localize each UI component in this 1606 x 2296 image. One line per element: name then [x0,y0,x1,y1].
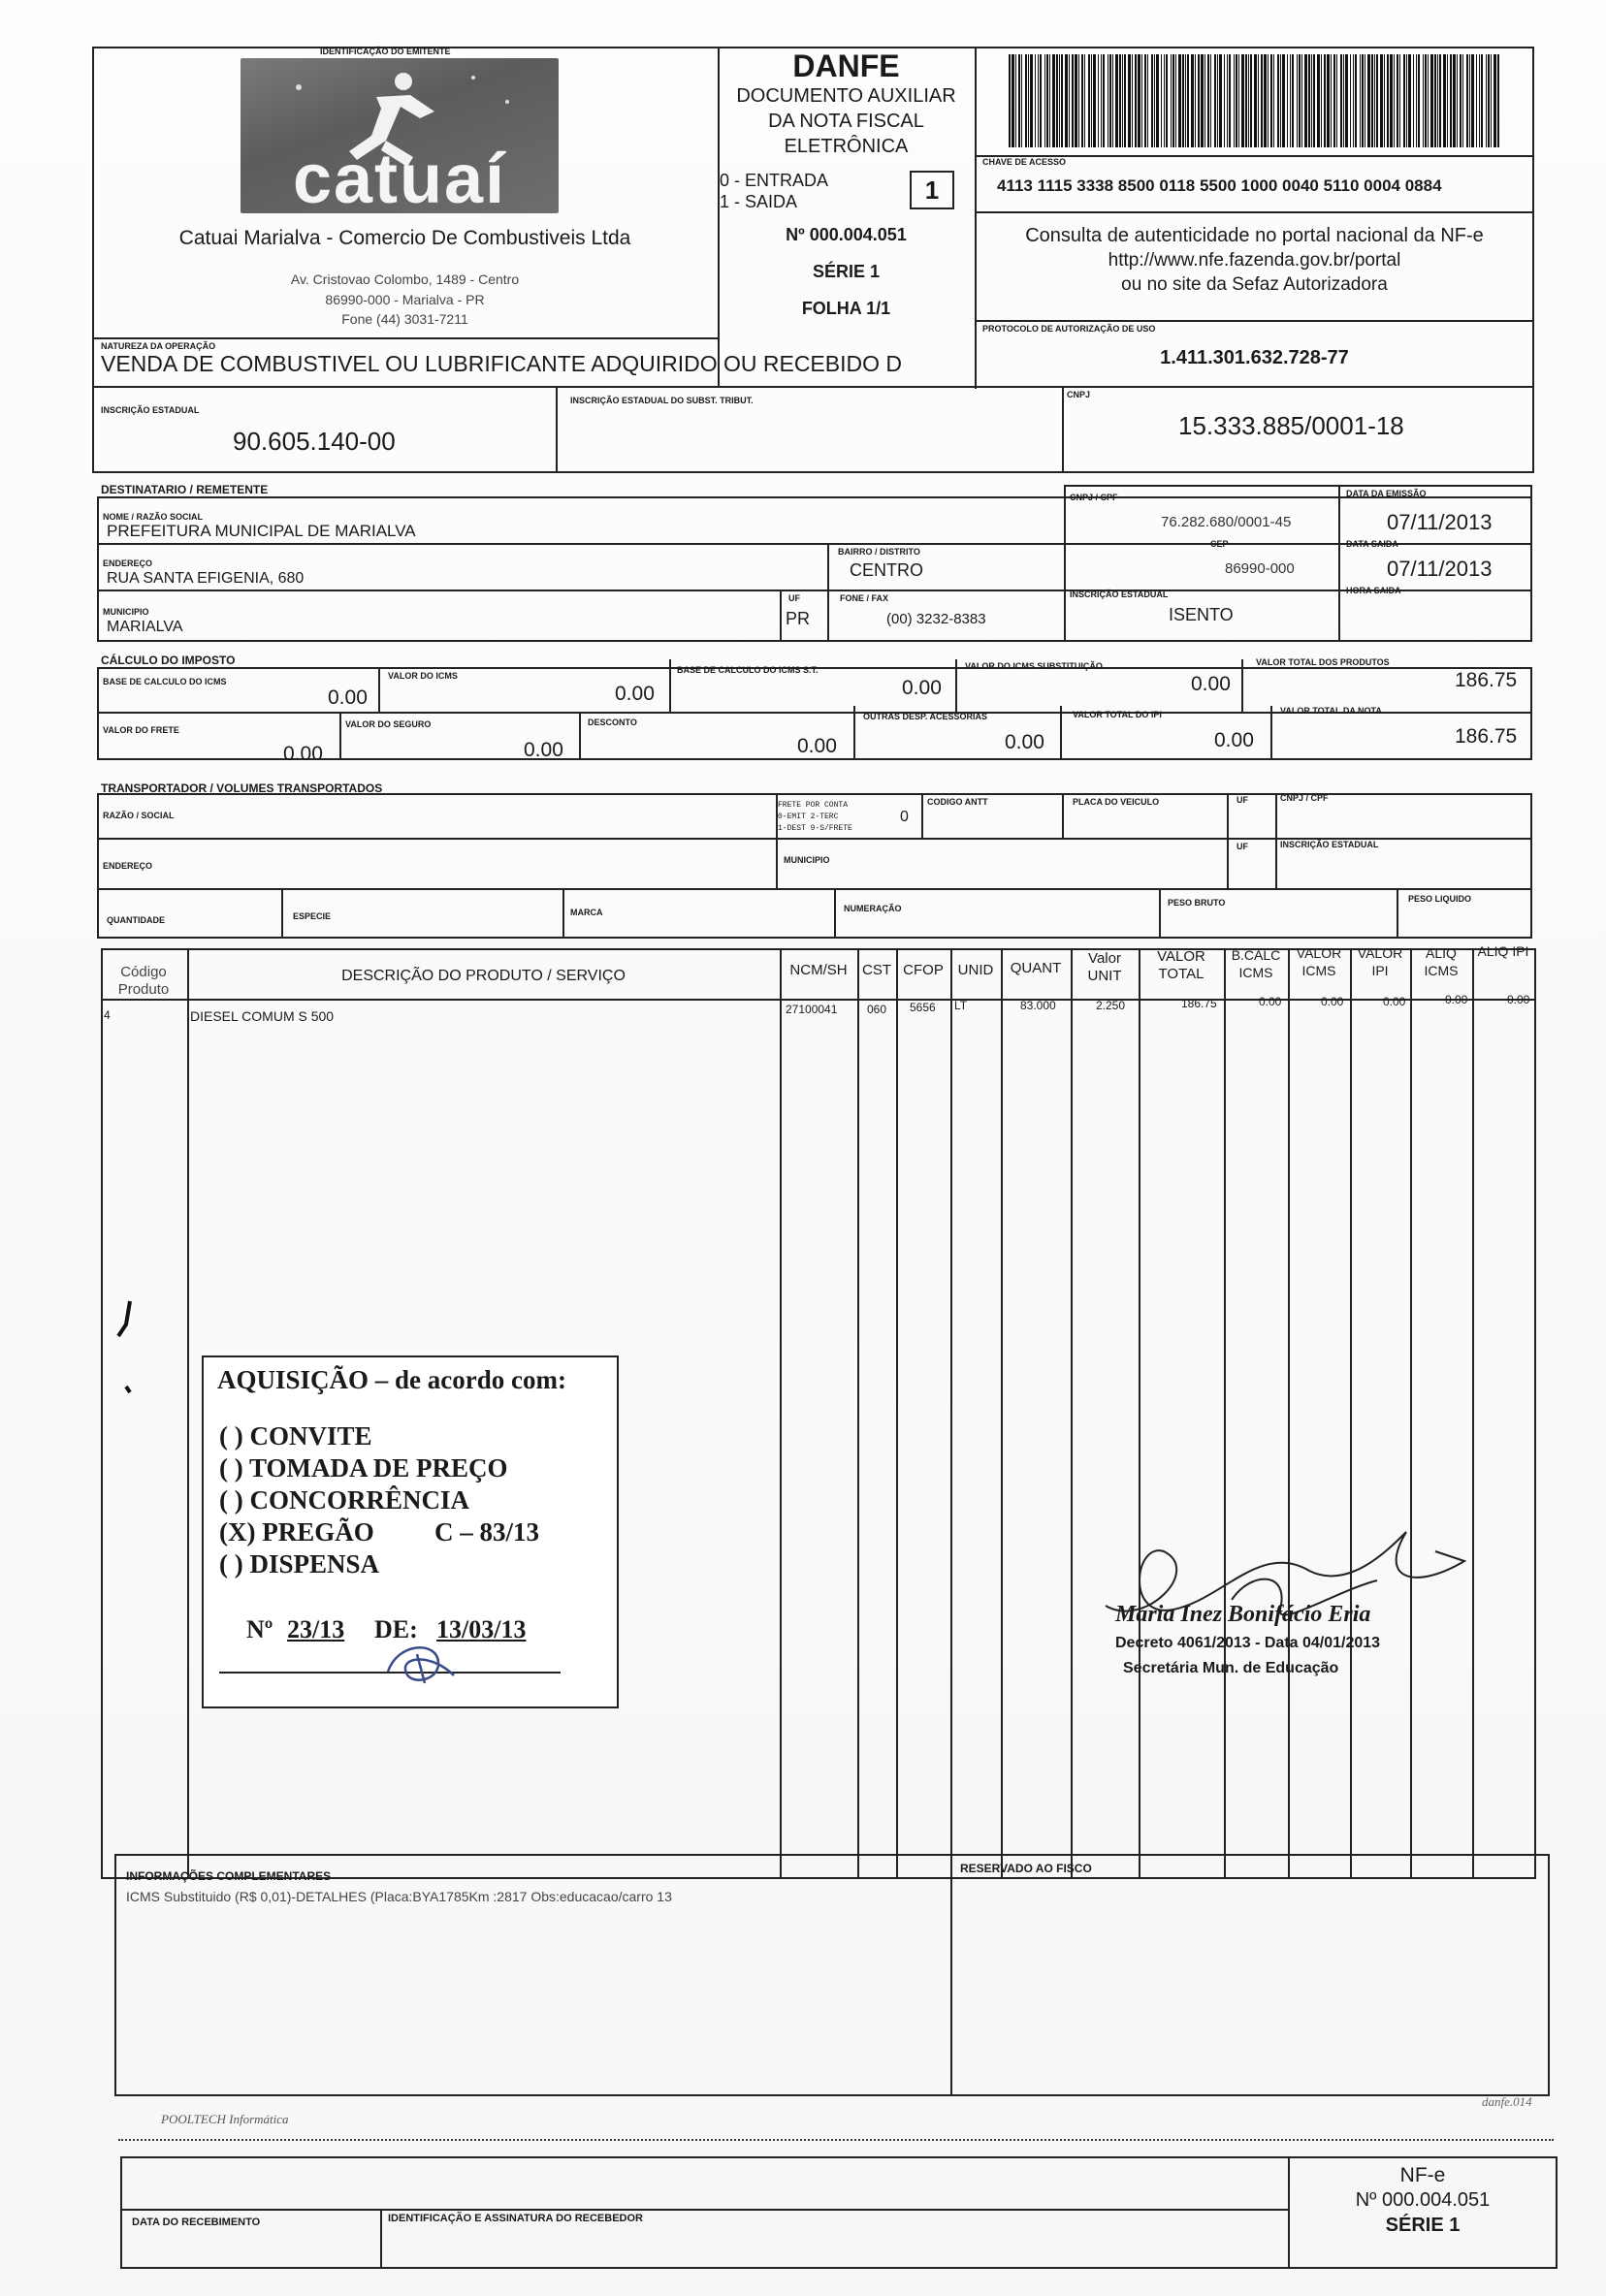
signature-name: Maria Inez Bonifácio Eria [1115,1602,1371,1627]
danfe-saida: 1 - SAIDA [720,192,798,211]
dest-bairro: CENTRO [850,560,923,580]
software-name: POOLTECH Informática [161,2112,289,2126]
emitente-label: IDENTIFICAÇÃO DO EMITENTE [320,47,451,56]
signature-icon [1086,1513,1474,1648]
footer-numero: Nº 000.004.051 [1355,2189,1491,2211]
frete-label: VALOR DO FRETE [103,725,179,735]
bc-st-label: BASE DE CALCULO DO ICMS S.T. [677,665,819,675]
dest-bairro-label: BAIRRO / DISTRITO [838,547,920,557]
emitente-cep-cidade: 86990-000 - Marialva - PR [325,292,485,307]
stamp-pregao-code: C – 83/13 [434,1517,539,1547]
item-codigo: 4 [104,1008,111,1022]
danfe-folha: FOLHA 1/1 [801,299,891,318]
chave-label: CHAVE DE ACESSO [982,157,1067,167]
stamp-line-dispensa: ( ) DISPENSA [219,1549,380,1578]
col-vunit: Valor UNIT [1087,950,1122,984]
desconto: 0.00 [797,735,837,757]
catuai-logo [241,58,559,213]
col-vipi: VALOR IPI [1357,945,1403,978]
dest-nome-label: NOME / RAZÃO SOCIAL [103,512,203,522]
item-vtotal: 186.75 [1181,997,1217,1010]
consulta-line-1: Consulta de autenticidade no portal nacional da NF-e [1025,225,1484,246]
destinatario-section: DESTINATARIO / REMETENTE [101,483,269,496]
transp-municipio-label: MUNICIPIO [784,855,830,865]
bc-icms: 0.00 [328,686,368,709]
transp-peso-bruto-label: PESO BRUTO [1168,898,1226,908]
transp-ie-label: INSCRIÇÃO ESTADUAL [1280,840,1379,849]
footer-nfe: NF-e [1399,2164,1446,2186]
natureza-value: VENDA DE COMBUSTIVEL OU LUBRIFICANTE ADQUIRIDO OU RECEBIDO D [101,351,903,376]
ipi-label: VALOR TOTAL DO IPI [1073,710,1162,719]
dest-endereco-label: ENDEREÇO [103,558,153,568]
dest-saida: 07/11/2013 [1387,557,1493,581]
item-aipi: 0.00 [1507,993,1530,1006]
aquisicao-stamp [202,1355,619,1708]
frete: 0.00 [283,743,323,765]
col-ncm: NCM/SH [789,962,848,978]
item-descricao: DIESEL COMUM S 500 [190,1008,335,1024]
transp-cnpj-label: CNPJ / CPF [1280,793,1329,803]
fisco-label: RESERVADO AO FISCO [960,1862,1092,1875]
dest-emissao-label: DATA DA EMISSÃO [1346,489,1427,498]
natureza-label: NATUREZA DA OPERAÇÃO [101,341,216,351]
col-vicms: VALOR ICMS [1296,945,1342,978]
icms-st-label: VALOR DO ICMS SUBSTITUIÇÃO [965,661,1103,671]
ie-value: 90.605.140-00 [233,427,396,456]
item-vipi: 0.00 [1383,995,1406,1008]
barcode [1009,54,1503,147]
col-aipi: ALIQ IPI [1477,943,1529,959]
item-ncm: 27100041 [786,1003,838,1016]
col-cfop: CFOP [903,962,944,978]
total-nota-label: VALOR TOTAL DA NOTA [1280,706,1382,716]
dest-endereco: RUA SANTA EFIGENIA, 680 [107,570,305,587]
transp-razao-label: RAZÃO / SOCIAL [103,811,175,820]
outras: 0.00 [1005,731,1044,753]
item-quant: 83.000 [1020,999,1056,1012]
transp-frete-line-3: 1-DEST 9-S/FRETE [778,824,852,833]
dest-nome: PREFEITURA MUNICIPAL DE MARIALVA [107,522,416,540]
emitente-fone: Fone (44) 3031-7211 [341,311,468,327]
col-cst: CST [862,962,891,978]
dest-fone: (00) 3232-8383 [886,611,986,627]
dest-hora-label: HORA SAIDA [1346,586,1401,595]
danfe-entrada: 0 - ENTRADA [720,171,829,190]
initials-scribble-icon [369,1633,485,1691]
dest-municipio-label: MUNICIPIO [103,607,149,617]
dest-saida-label: DATA SAIDA [1346,539,1398,549]
stamp-data: 13/03/13 [436,1615,527,1643]
total-prod-label: VALOR TOTAL DOS PRODUTOS [1256,657,1390,667]
transp-frete-line-2: 0-EMIT 2-TERC [778,813,839,821]
protocolo-value: 1.411.301.632.728-77 [1160,347,1349,368]
danfe-code: danfe.014 [1482,2094,1532,2109]
col-bc: B.CÁLC ICMS [1231,947,1281,980]
stamp-line-convite: ( ) CONVITE [219,1421,372,1451]
col-unid: UNID [957,962,994,978]
seguro: 0.00 [524,739,563,761]
chave-value: 4113 1115 3338 8500 0118 5500 1000 0040 5110 0004 0884 [997,176,1442,195]
col-quant: QUANT [1010,960,1062,976]
transp-numeracao-label: NUMERAÇÃO [844,904,902,913]
col-codigo: Código Produto [117,964,170,998]
danfe-subtitle-2: DA NOTA FISCAL [768,111,924,132]
item-vicms: 0.00 [1321,995,1344,1008]
transp-uf-label: UF [1237,795,1248,805]
ie-label: INSCRIÇÃO ESTADUAL [101,405,200,415]
dest-cnpj-label: CNPJ / CPF [1070,493,1118,502]
item-bc: 0.00 [1259,995,1282,1008]
stamp-data-prefix: DE: [374,1615,418,1643]
transportador-section: TRANSPORTADOR / VOLUMES TRANSPORTADOS [101,781,383,795]
stamp-line-pregao: (X) PREGÃO [219,1517,374,1547]
transp-uf2-label: UF [1237,842,1248,851]
transp-frete-line-1: FRETE POR CONTA [778,801,849,810]
icms: 0.00 [615,683,655,705]
transp-frete-value: 0 [900,809,909,825]
bc-st: 0.00 [902,677,942,699]
item-unid: LT [954,999,968,1012]
dest-ie: ISENTO [1169,605,1234,624]
icms-label: VALOR DO ICMS [388,671,458,681]
danfe-tipo-box: 1 [910,171,954,209]
ipi: 0.00 [1214,729,1254,751]
dest-cnpj: 76.282.680/0001-45 [1161,514,1292,530]
desconto-label: DESCONTO [588,718,637,727]
danfe-title: DANFE [792,48,900,83]
dest-emissao: 07/11/2013 [1387,510,1493,534]
stamp-line-concorrencia: ( ) CONCORRÊNCIA [219,1485,469,1515]
outras-label: OUTRAS DESP. ACESSORIAS [863,712,988,721]
transp-especie-label: ESPECIE [293,911,332,921]
total-prod: 186.75 [1455,669,1518,691]
ident-label: IDENTIFICAÇÃO E ASSINATURA DO RECEBEDOR [388,2213,643,2224]
danfe-subtitle-3: ELETRÔNICA [784,136,909,157]
dest-uf: PR [786,609,811,628]
transp-placa-label: PLACA DO VEICULO [1073,797,1160,807]
stamp-numero-prefix: Nº [246,1615,273,1643]
transp-endereco-label: ENDEREÇO [103,861,153,871]
data-receb-label: DATA DO RECEBIMENTO [132,2216,261,2228]
item-cfop: 5656 [910,1001,936,1014]
emitente-endereco: Av. Cristovao Colombo, 1489 - Centro [290,271,520,287]
info-label: INFORMAÇÕES COMPLEMENTARES [126,1869,332,1883]
dest-cep-label: CEP [1210,539,1229,549]
cnpj-label: CNPJ [1067,390,1091,399]
cut-line [118,2139,1554,2141]
dest-fone-label: FONE / FAX [840,593,889,603]
dest-ie-label: INSCRIÇÃO ESTADUAL [1070,590,1169,599]
stamp-line-tomada: ( ) TOMADA DE PREÇO [219,1453,508,1483]
item-vunit: 2.250 [1096,999,1126,1012]
danfe-serie: SÉRIE 1 [812,262,881,281]
icms-st: 0.00 [1191,673,1231,695]
dest-municipio: MARIALVA [107,619,183,635]
imposto-section: CÁLCULO DO IMPOSTO [101,654,236,667]
transp-qtd-label: QUANTIDADE [107,915,165,925]
stamp-title: AQUISIÇÃO – de acordo com: [217,1365,566,1394]
ie-st-label: INSCRIÇÃO ESTADUAL DO SUBST. TRIBUT. [570,396,754,405]
item-aicms: 0.00 [1445,993,1468,1006]
transp-antt-label: CODIGO ANTT [927,797,988,807]
danfe-subtitle-1: DOCUMENTO AUXILIAR [736,85,956,107]
protocolo-label: PROTOCOLO DE AUTORIZAÇÃO DE USO [982,324,1156,334]
footer-serie: SÉRIE 1 [1385,2215,1461,2236]
emitente-razao-social: Catuai Marialva - Comercio De Combustiveis Ltda [178,227,631,249]
transp-marca-label: MARCA [570,908,603,917]
signature-role: Secretária Mun. de Educação [1123,1660,1339,1676]
transp-peso-liquido-label: PESO LIQUIDO [1408,894,1472,904]
stamp-numero: 23/13 [287,1615,345,1643]
dest-cep: 86990-000 [1225,560,1295,577]
col-descricao: DESCRIÇÃO DO PRODUTO / SERVIÇO [341,968,626,984]
bc-icms-label: BASE DE CALCULO DO ICMS [103,677,227,686]
dest-uf-label: UF [788,593,800,603]
danfe-numero: Nº 000.004.051 [786,225,907,244]
item-cst: 060 [867,1003,887,1016]
cnpj-value: 15.333.885/0001-18 [1178,411,1404,440]
consulta-line-2: http://www.nfe.fazenda.gov.br/portal [1108,250,1401,271]
total-nota: 186.75 [1455,725,1518,748]
seguro-label: VALOR DO SEGURO [345,719,432,729]
col-aicms: ALIQ ICMS [1424,945,1459,978]
info-text: ICMS Substituido (R$ 0,01)-DETALHES (Placa:BYA1785Km :2817 Obs:educacao/carro 13 [126,1889,672,1904]
logo-wordmark: catuaí [292,141,507,213]
col-vtotal: VALOR TOTAL [1157,948,1205,982]
signature-decree: Decreto 4061/2013 - Data 04/01/2013 [1115,1635,1381,1651]
margin-mark-icon [105,1295,144,1402]
consulta-line-3: ou no site da Sefaz Autorizadora [1121,274,1388,295]
